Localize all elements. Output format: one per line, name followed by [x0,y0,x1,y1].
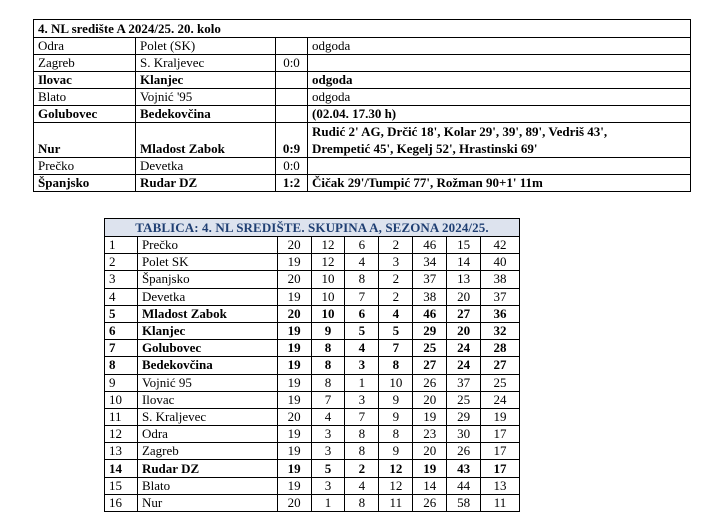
points-cell: 25 [481,374,520,391]
match-score: 0:0 [276,55,308,72]
team-name-cell: Nur [137,494,277,511]
goals-for-cell: 20 [413,443,447,460]
team-name-cell: Golubovec [137,340,277,357]
home-team: Nur [34,123,136,158]
played-cell: 20 [277,305,311,322]
goals-for-cell: 37 [413,271,447,288]
away-team: S. Kraljevec [136,55,276,72]
match-note [308,158,691,175]
match-note: odgoda [308,72,691,89]
standings-row [105,357,520,374]
points-cell: 37 [481,288,520,305]
standings-row [105,271,520,288]
losses-cell: 2 [379,288,413,305]
position-cell: 16 [105,494,138,511]
goals-against-cell: 13 [447,271,481,288]
standings-row [105,460,520,477]
draws-cell: 8 [345,494,379,511]
goals-against-cell: 24 [447,340,481,357]
played-cell: 19 [277,357,311,374]
position-cell: 6 [105,322,138,339]
team-name-cell: Polet SK [137,254,277,271]
losses-cell: 10 [379,374,413,391]
away-team: Vojnić '95 [136,89,276,106]
losses-cell: 12 [379,477,413,494]
match-row [34,55,691,72]
standings-row [105,305,520,322]
wins-cell: 9 [311,322,345,339]
goals-against-cell: 43 [447,460,481,477]
draws-cell: 1 [345,374,379,391]
goals-against-cell: 25 [447,391,481,408]
goals-for-cell: 23 [413,426,447,443]
points-cell: 27 [481,357,520,374]
position-cell: 2 [105,254,138,271]
away-team: Klanjec [136,72,276,89]
draws-cell: 3 [345,357,379,374]
points-cell: 36 [481,305,520,322]
match-note-line: Drempetić 45', Kegelj 52', Hrastinski 69' [312,141,538,156]
points-cell: 17 [481,443,520,460]
match-score: 1:2 [276,175,308,192]
standings-row [105,494,520,511]
wins-cell: 10 [311,288,345,305]
draws-cell: 6 [345,305,379,322]
standings-row [105,374,520,391]
goals-against-cell: 14 [447,254,481,271]
wins-cell: 8 [311,374,345,391]
played-cell: 20 [277,494,311,511]
standings-row [105,288,520,305]
played-cell: 20 [277,408,311,425]
goals-for-cell: 46 [413,305,447,322]
played-cell: 19 [277,374,311,391]
draws-cell: 4 [345,254,379,271]
home-team: Ilovac [34,72,136,89]
losses-cell: 2 [379,237,413,254]
points-cell: 19 [481,408,520,425]
goals-against-cell: 58 [447,494,481,511]
position-cell: 3 [105,271,138,288]
away-team: Polet (SK) [136,38,276,55]
played-cell: 19 [277,443,311,460]
losses-cell: 2 [379,271,413,288]
match-note [308,55,691,72]
goals-for-cell: 26 [413,494,447,511]
home-team: Zagreb [34,55,136,72]
away-team: Bedekovčina [136,106,276,123]
goals-against-cell: 20 [447,322,481,339]
match-row [34,175,691,192]
standings-row [105,477,520,494]
goals-for-cell: 29 [413,322,447,339]
standings-row [105,340,520,357]
played-cell: 19 [277,426,311,443]
match-note [308,123,691,158]
draws-cell: 7 [345,408,379,425]
match-note: (02.04. 17.30 h) [308,106,691,123]
position-cell: 11 [105,408,138,425]
points-cell: 13 [481,477,520,494]
position-cell: 8 [105,357,138,374]
team-name-cell: Španjsko [137,271,277,288]
standings-header-row [105,219,520,237]
standings-table [104,218,520,512]
losses-cell: 8 [379,357,413,374]
goals-for-cell: 19 [413,460,447,477]
match-row [34,158,691,175]
position-cell: 10 [105,391,138,408]
draws-cell: 8 [345,443,379,460]
played-cell: 20 [277,237,311,254]
draws-cell: 8 [345,271,379,288]
team-name-cell: Odra [137,426,277,443]
team-name-cell: Bedekovčina [137,357,277,374]
goals-against-cell: 37 [447,374,481,391]
played-cell: 19 [277,460,311,477]
position-cell: 13 [105,443,138,460]
losses-cell: 3 [379,254,413,271]
results-title-row [34,20,691,38]
wins-cell: 10 [311,271,345,288]
losses-cell: 9 [379,408,413,425]
goals-against-cell: 30 [447,426,481,443]
draws-cell: 3 [345,391,379,408]
home-team: Blato [34,89,136,106]
goals-against-cell: 27 [447,305,481,322]
position-cell: 1 [105,237,138,254]
draws-cell: 4 [345,477,379,494]
position-cell: 7 [105,340,138,357]
match-note-line: Rudić 2' AG, Drčić 18', Kolar 29', 39', 89', Vedriš 43', [312,124,608,139]
team-name-cell: S. Kraljevec [137,408,277,425]
match-score [276,38,308,55]
draws-cell: 5 [345,322,379,339]
wins-cell: 1 [311,494,345,511]
losses-cell: 7 [379,340,413,357]
goals-against-cell: 26 [447,443,481,460]
goals-for-cell: 14 [413,477,447,494]
away-team: Devetka [136,158,276,175]
points-cell: 42 [481,237,520,254]
points-cell: 24 [481,391,520,408]
wins-cell: 7 [311,391,345,408]
match-note: Čičak 29'/Tumpić 77', Rožman 90+1' 11m [308,175,691,192]
team-name-cell: Vojnić 95 [137,374,277,391]
goals-against-cell: 29 [447,408,481,425]
wins-cell: 3 [311,477,345,494]
draws-cell: 4 [345,340,379,357]
goals-for-cell: 26 [413,374,447,391]
home-team: Prečko [34,158,136,175]
match-score [276,89,308,106]
goals-for-cell: 19 [413,408,447,425]
standings-row [105,391,520,408]
played-cell: 19 [277,254,311,271]
position-cell: 14 [105,460,138,477]
wins-cell: 3 [311,443,345,460]
team-name-cell: Mladost Zabok [137,305,277,322]
team-name-cell: Blato [137,477,277,494]
match-row [34,123,691,158]
team-name-cell: Devetka [137,288,277,305]
match-score: 0:9 [276,123,308,158]
goals-for-cell: 20 [413,391,447,408]
position-cell: 12 [105,426,138,443]
position-cell: 15 [105,477,138,494]
losses-cell: 8 [379,426,413,443]
draws-cell: 8 [345,426,379,443]
goals-for-cell: 46 [413,237,447,254]
points-cell: 38 [481,271,520,288]
standings-row [105,237,520,254]
goals-against-cell: 24 [447,357,481,374]
home-team: Golubovec [34,106,136,123]
played-cell: 19 [277,477,311,494]
losses-cell: 4 [379,305,413,322]
position-cell: 4 [105,288,138,305]
match-note: odgoda [308,89,691,106]
draws-cell: 6 [345,237,379,254]
match-row [34,89,691,106]
match-score [276,72,308,89]
goals-for-cell: 27 [413,357,447,374]
position-cell: 9 [105,374,138,391]
losses-cell: 11 [379,494,413,511]
results-table [33,19,691,192]
wins-cell: 10 [311,305,345,322]
points-cell: 28 [481,340,520,357]
team-name-cell: Klanjec [137,322,277,339]
wins-cell: 5 [311,460,345,477]
points-cell: 11 [481,494,520,511]
standings-row [105,254,520,271]
results-title: 4. NL središte A 2024/25. 20. kolo [34,20,691,38]
goals-for-cell: 38 [413,288,447,305]
position-cell: 5 [105,305,138,322]
match-score: 0:0 [276,158,308,175]
away-team: Mladost Zabok [136,123,276,158]
team-name-cell: Prečko [137,237,277,254]
losses-cell: 9 [379,391,413,408]
wins-cell: 4 [311,408,345,425]
standings-row [105,443,520,460]
played-cell: 20 [277,271,311,288]
home-team: Španjsko [34,175,136,192]
away-team: Rudar DZ [136,175,276,192]
played-cell: 19 [277,288,311,305]
goals-for-cell: 34 [413,254,447,271]
home-team: Odra [34,38,136,55]
goals-for-cell: 25 [413,340,447,357]
goals-against-cell: 44 [447,477,481,494]
played-cell: 19 [277,391,311,408]
standings-row [105,426,520,443]
match-note: odgoda [308,38,691,55]
match-row [34,72,691,89]
team-name-cell: Rudar DZ [137,460,277,477]
team-name-cell: Zagreb [137,443,277,460]
played-cell: 19 [277,322,311,339]
points-cell: 32 [481,322,520,339]
points-cell: 40 [481,254,520,271]
losses-cell: 5 [379,322,413,339]
goals-against-cell: 15 [447,237,481,254]
wins-cell: 3 [311,426,345,443]
standings-title: TABLICA: 4. NL SREDIŠTE. SKUPINA A, SEZONA 2024/25. [105,219,520,237]
wins-cell: 12 [311,237,345,254]
played-cell: 19 [277,340,311,357]
losses-cell: 12 [379,460,413,477]
points-cell: 17 [481,426,520,443]
points-cell: 17 [481,460,520,477]
goals-against-cell: 20 [447,288,481,305]
match-score [276,106,308,123]
wins-cell: 8 [311,340,345,357]
draws-cell: 7 [345,288,379,305]
losses-cell: 9 [379,443,413,460]
match-row [34,106,691,123]
standings-row [105,408,520,425]
draws-cell: 2 [345,460,379,477]
wins-cell: 12 [311,254,345,271]
match-row [34,38,691,55]
standings-row [105,322,520,339]
wins-cell: 8 [311,357,345,374]
team-name-cell: Ilovac [137,391,277,408]
